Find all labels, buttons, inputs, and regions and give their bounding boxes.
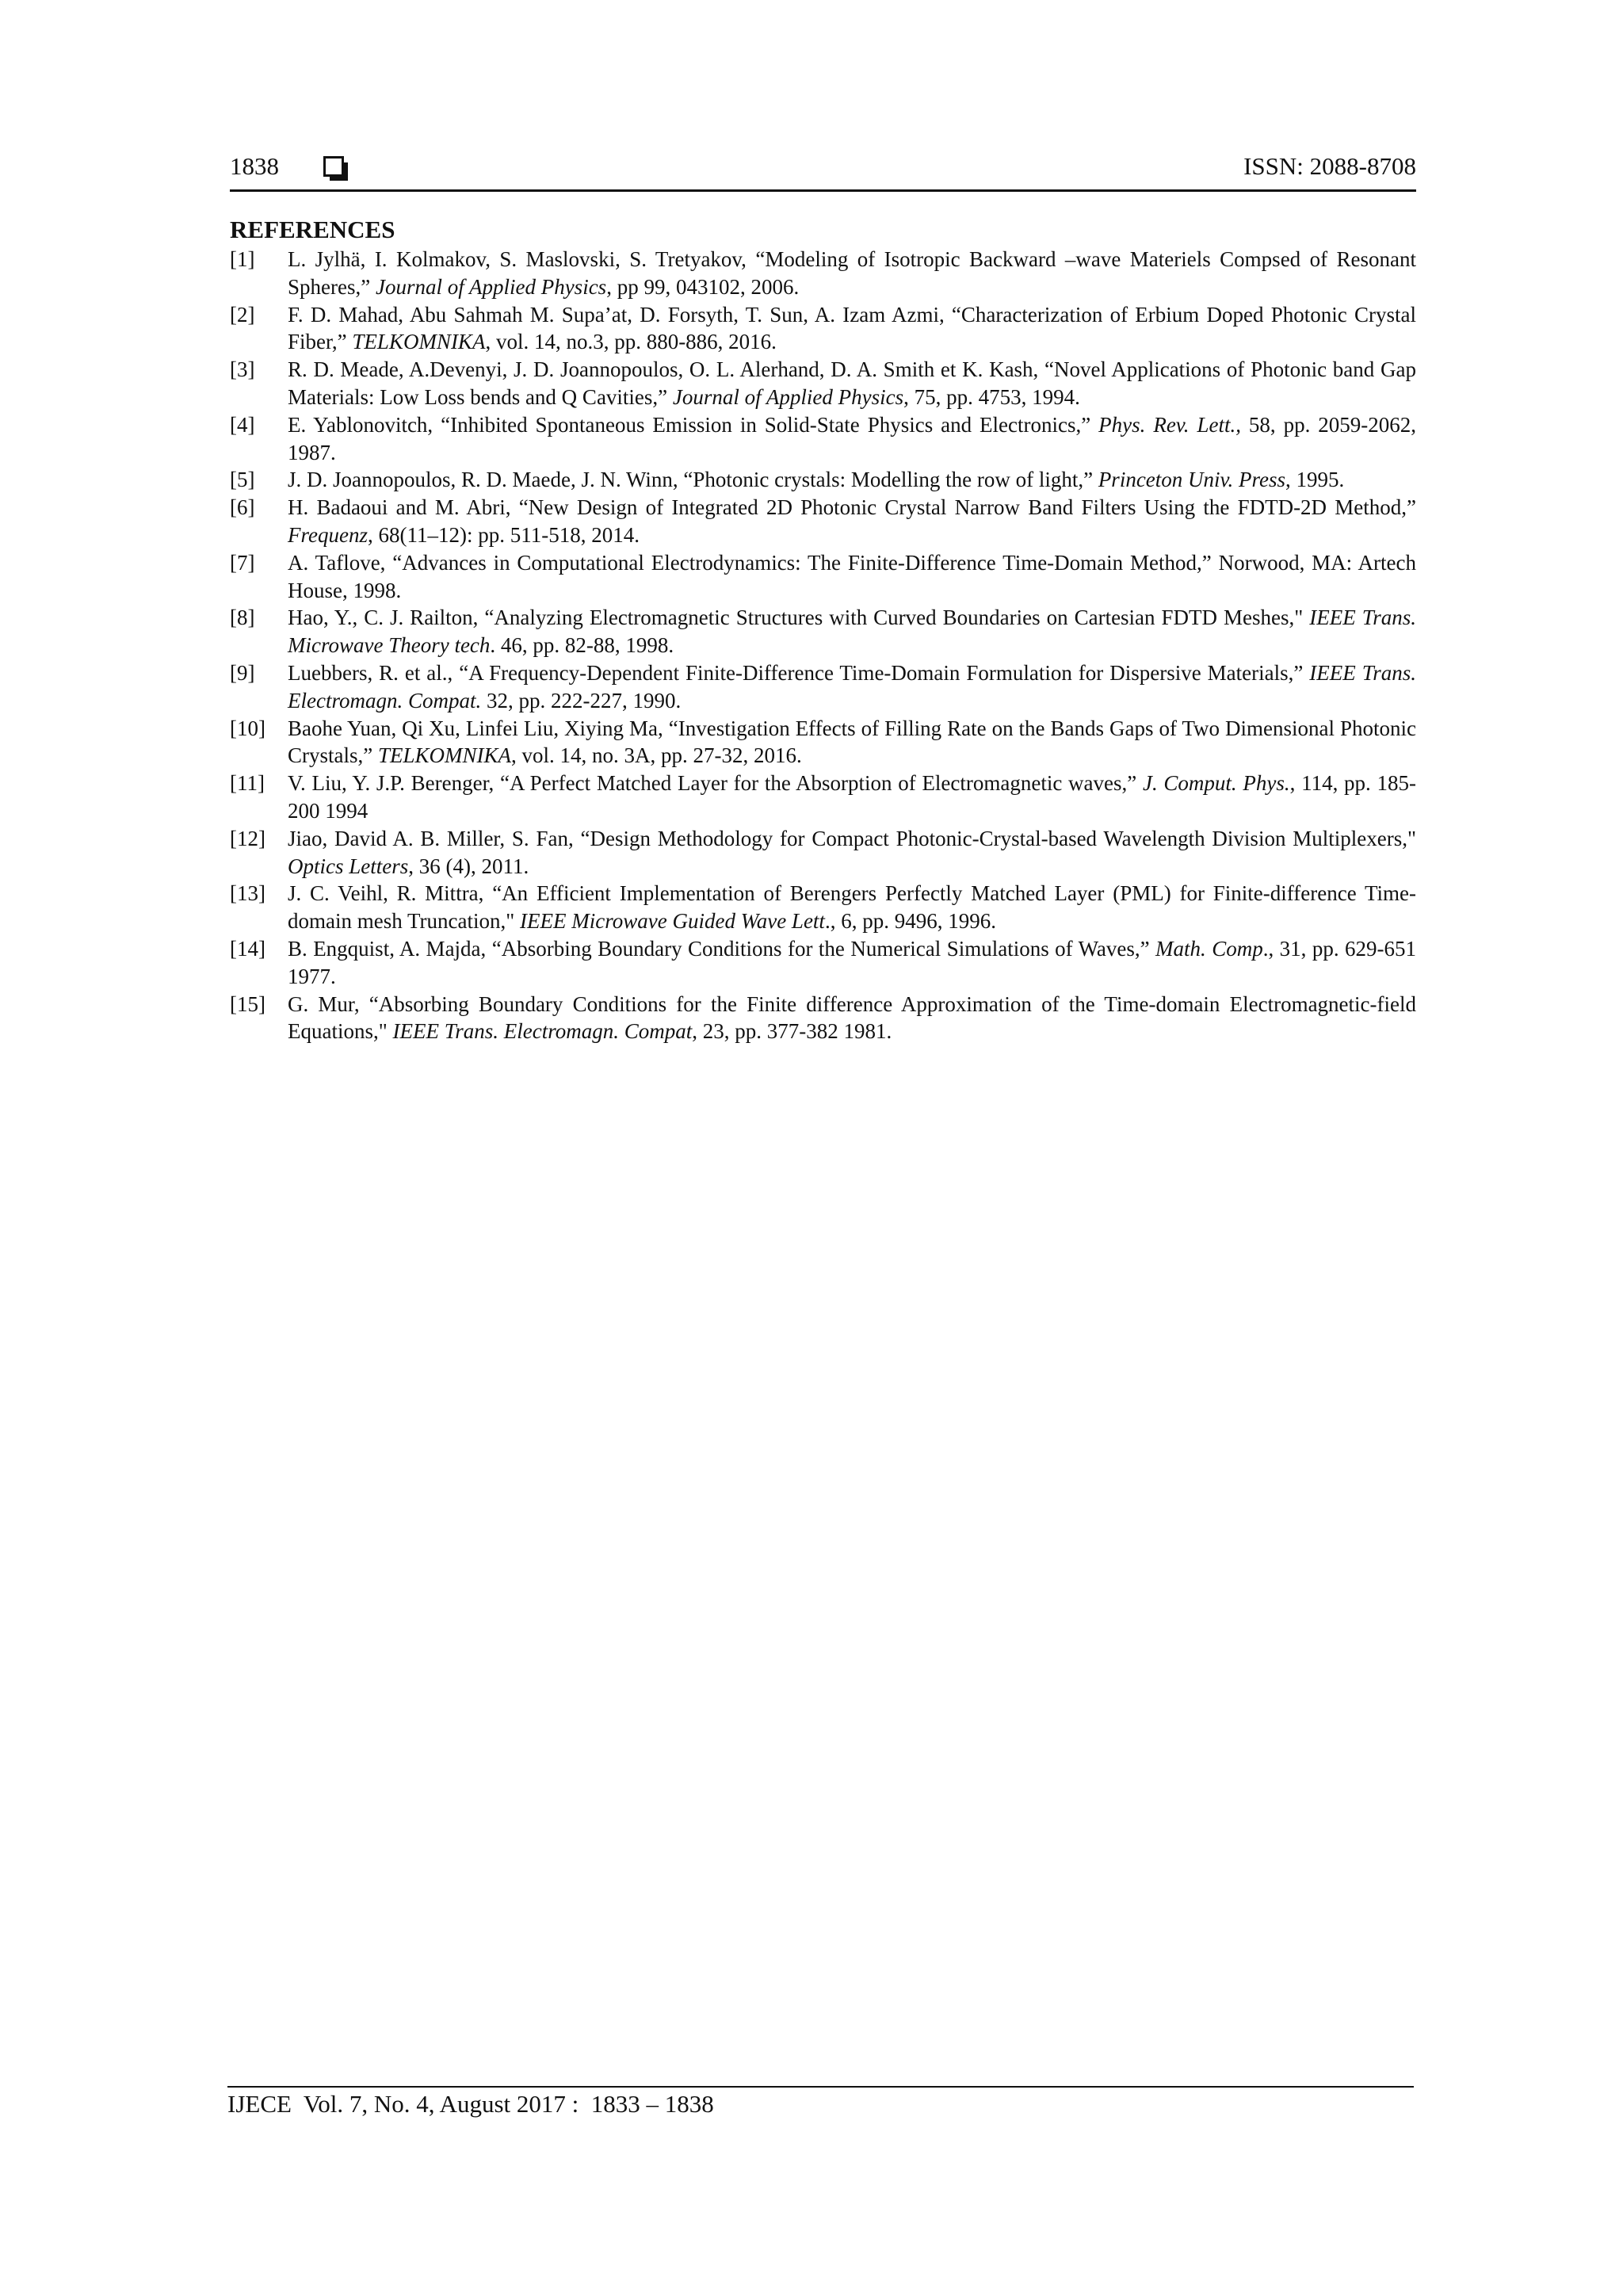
page-header	[230, 152, 1416, 181]
reference-text	[288, 716, 1416, 768]
footer-rule	[227, 2086, 1414, 2088]
reference-fragment: , pp 99, 043102, 2006.	[606, 274, 800, 299]
reference-text	[288, 247, 1416, 299]
reference-fragment: A. Taflove, “Advances in Computational Electrodynamics: The Finite-Difference Time-Domain Method,” Norwood, MA: Artech House, 1998.	[288, 550, 1416, 602]
reference-number: [8]	[230, 606, 255, 630]
reference-fragment: , 114, pp. 185-200 1994	[288, 771, 1416, 823]
reference-fragment: J. D. Joannopoulos, R. D. Maede, J. N. Winn, “Photonic crystals: Modelling the row of light,”	[288, 468, 1098, 492]
reference-entry	[230, 770, 1416, 825]
reference-source: Journal of Applied Physics	[375, 274, 607, 299]
reference-number: [14]	[230, 936, 265, 961]
reference-number: [9]	[230, 660, 255, 685]
reference-source: Princeton Univ. Press	[1098, 468, 1286, 492]
reference-source: TELKOMNIKA	[378, 743, 512, 768]
reference-source: IEEE Trans. Electromagn. Compat	[392, 1019, 693, 1044]
reference-fragment: G. Mur, “Absorbing Boundary Conditions for the Finite difference Approximation of the Time-domain Electromagnetic-field Equations,"	[288, 991, 1416, 1044]
reference-text	[288, 303, 1416, 354]
header-rule	[230, 189, 1416, 192]
reference-number: [13]	[230, 881, 265, 906]
reference-fragment: 32, pp. 222-227, 1990.	[481, 688, 682, 712]
reference-entry	[230, 411, 1416, 467]
reference-fragment: V. Liu, Y. J.P. Berenger, “A Perfect Matched Layer for the Absorption of Electromagnetic waves,”	[288, 771, 1143, 796]
reference-number: [5]	[230, 468, 255, 492]
reference-source: Phys. Rev. Lett.,	[1098, 412, 1241, 437]
reference-fragment: F. D. Mahad, Abu Sahmah M. Supa’at, D. Forsyth, T. Sun, A. Izam Azmi, “Characterization of Erbium Doped Photonic Crystal Fiber,”	[288, 302, 1416, 354]
reference-fragment: B. Engquist, A. Majda, “Absorbing Boundary Conditions for the Numerical Simulations of Waves,”	[288, 936, 1156, 961]
reference-source: IEEE Trans. Microwave Theory tech	[288, 606, 1416, 658]
reference-source: Math. Comp	[1155, 936, 1263, 961]
reference-fragment: Hao, Y., C. J. Railton, “Analyzing Electromagnetic Structures with Curved Boundaries on Cartesian FDTD Meshes,"	[288, 606, 1310, 630]
footer-citation: IJECE Vol. 7, No. 4, August 2017 : 1833 – 1838	[227, 2090, 714, 2118]
square-box-icon	[323, 156, 344, 177]
reference-source: Journal of Applied Physics	[672, 384, 904, 409]
reference-fragment: J. C. Veihl, R. Mittra, “An Efficient Implementation of Berengers Perfectly Matched Layer (PML) for Finite-difference Time-domain mesh Truncation,"	[288, 881, 1416, 934]
reference-fragment: Luebbers, R. et al., “A Frequency-Dependent Finite-Difference Time-Domain Formulation for Dispersive Materials,”	[288, 660, 1310, 685]
reference-entry	[230, 991, 1416, 1046]
reference-source: Optics Letters	[288, 854, 409, 878]
reference-fragment: , 75, pp. 4753, 1994.	[903, 384, 1080, 409]
reference-fragment: E. Yablonovitch, “Inhibited Spontaneous Emission in Solid-State Physics and Electronics,”	[288, 412, 1099, 437]
reference-text	[288, 661, 1416, 712]
reference-fragment: H. Badaoui and M. Abri, “New Design of Integrated 2D Photonic Crystal Narrow Band Filters Using the FDTD-2D Method,”	[288, 495, 1416, 520]
reference-entry	[230, 246, 1416, 301]
reference-text	[288, 606, 1416, 657]
reference-number: [3]	[230, 357, 255, 382]
reference-list	[230, 246, 1416, 1045]
reference-source: IEEE Trans. Electromagn. Compat.	[288, 660, 1417, 712]
reference-fragment: , vol. 14, no.3, pp. 880-886, 2016.	[485, 330, 777, 354]
reference-source: TELKOMNIKA	[352, 330, 486, 354]
reference-fragment: Jiao, David A. B. Miller, S. Fan, “Design Methodology for Compact Photonic-Crystal-based Wavelength Division Multiplexers,"	[288, 826, 1416, 850]
reference-text	[288, 937, 1416, 988]
reference-text	[288, 881, 1416, 933]
reference-number: [10]	[230, 716, 265, 740]
reference-entry	[230, 825, 1416, 881]
reference-number: [1]	[230, 247, 255, 271]
issn-label: ISSN: 2088-8708	[1243, 152, 1416, 180]
reference-entry	[230, 466, 1416, 494]
reference-text	[288, 413, 1416, 464]
reference-number: [7]	[230, 550, 255, 575]
reference-text	[288, 992, 1416, 1044]
reference-fragment: . 46, pp. 82-88, 1998.	[490, 633, 674, 658]
reference-entry	[230, 880, 1416, 935]
reference-source: Frequenz	[288, 522, 368, 547]
reference-number: [15]	[230, 991, 265, 1016]
reference-fragment: R. D. Meade, A.Devenyi, J. D. Joannopoulos, O. L. Alerhand, D. A. Smith et K. Kash, “Novel Applications of Photonic band Gap Materials: Low Loss bends and Q Cavities,”	[288, 357, 1416, 409]
page-number: 1838	[230, 152, 279, 180]
reference-fragment: , 68(11–12): pp. 511-518, 2014.	[367, 522, 640, 547]
reference-entry	[230, 659, 1416, 715]
reference-number: [4]	[230, 412, 255, 437]
reference-entry	[230, 935, 1416, 991]
reference-text	[288, 357, 1416, 409]
reference-fragment: , 23, pp. 377-382 1981.	[692, 1019, 892, 1044]
reference-number: [12]	[230, 826, 265, 850]
reference-fragment: Baohe Yuan, Qi Xu, Linfei Liu, Xiying Ma, “Investigation Effects of Filling Rate on the Bands Gaps of Two Dimensional Photonic Crystals,”	[288, 716, 1416, 768]
reference-entry	[230, 549, 1416, 605]
reference-number: [2]	[230, 302, 255, 327]
reference-fragment: L. Jylhä, I. Kolmakov, S. Maslovski, S. Tretyakov, “Modeling of Isotropic Backward –wave Materiels Compsed of Resonant Spheres,”	[288, 247, 1416, 299]
reference-fragment: 58, pp. 2059-2062, 1987.	[288, 412, 1416, 464]
reference-text	[288, 468, 1344, 491]
reference-entry	[230, 356, 1416, 411]
reference-number: [11]	[230, 771, 265, 796]
reference-entry	[230, 715, 1416, 770]
reference-number: [6]	[230, 495, 255, 520]
references-section	[230, 216, 1416, 1045]
reference-fragment: ., 31, pp. 629-651 1977.	[288, 936, 1416, 988]
reference-text	[288, 827, 1416, 878]
reference-text	[288, 771, 1416, 823]
reference-entry	[230, 301, 1416, 357]
reference-entry	[230, 604, 1416, 659]
reference-fragment: , 1995.	[1285, 468, 1345, 492]
reference-fragment: ., 6, pp. 9496, 1996.	[824, 909, 996, 934]
references-heading: REFERENCES	[230, 216, 395, 243]
reference-entry	[230, 494, 1416, 549]
reference-text	[288, 495, 1416, 547]
reference-fragment: , vol. 14, no. 3A, pp. 27-32, 2016.	[511, 743, 802, 768]
reference-fragment: , 36 (4), 2011.	[408, 854, 529, 878]
reference-text	[288, 551, 1416, 602]
reference-source: J. Comput. Phys.	[1142, 771, 1290, 796]
reference-source: IEEE Microwave Guided Wave Lett	[520, 909, 825, 934]
